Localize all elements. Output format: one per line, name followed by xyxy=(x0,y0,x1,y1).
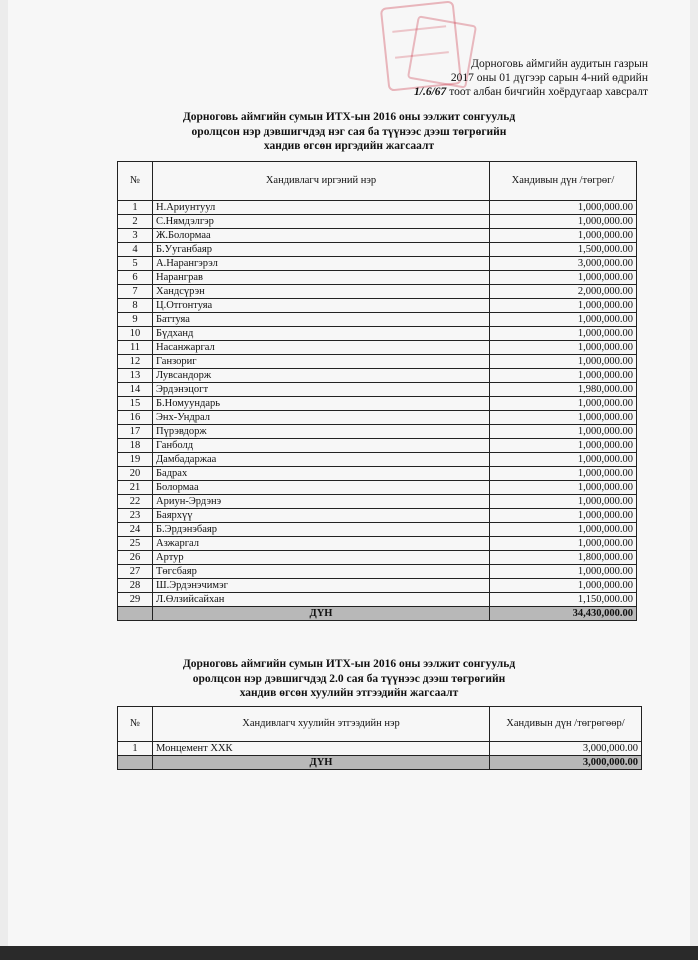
header-line-1: Дорноговь аймгийн аудитын газрын xyxy=(471,58,648,70)
table-row xyxy=(118,257,637,271)
donor-name: Баттуяа xyxy=(153,313,490,327)
donation-amount: 1,000,000.00 xyxy=(490,523,637,537)
row-number: 29 xyxy=(118,593,153,607)
row-number: 10 xyxy=(118,327,153,341)
donation-amount: 1,000,000.00 xyxy=(490,579,637,593)
individual-donors-table xyxy=(117,161,637,621)
row-number: 26 xyxy=(118,551,153,565)
row-number: 15 xyxy=(118,397,153,411)
table-row xyxy=(118,537,637,551)
donor-name: Б.Эрдэнэбаяр xyxy=(153,523,490,537)
section2-title-line-2: оролцсон нэр дэвшигчдэд 2.0 сая ба түүнээс дээш төгрөгийн xyxy=(192,672,506,685)
donor-name: Л.Өлзийсайхан xyxy=(153,593,490,607)
donation-amount: 1,000,000.00 xyxy=(490,201,637,215)
total-label: ДҮН xyxy=(153,756,490,770)
section2-title-line-3: хандив өгсөн хуулийн этгээдийн жагсаалт xyxy=(239,687,459,699)
donation-amount: 1,000,000.00 xyxy=(490,425,637,439)
donation-amount: 1,000,000.00 xyxy=(490,411,637,425)
table-row xyxy=(118,565,637,579)
donor-name: Б.Номуундарь xyxy=(153,397,490,411)
row-number: 20 xyxy=(118,467,153,481)
donation-amount: 1,000,000.00 xyxy=(490,481,637,495)
donation-amount: 1,000,000.00 xyxy=(490,397,637,411)
donor-name: Насанжаргал xyxy=(153,341,490,355)
row-number: 14 xyxy=(118,383,153,397)
donor-name: Азжаргал xyxy=(153,537,490,551)
row-number: 6 xyxy=(118,271,153,285)
donor-name: Ганболд xyxy=(153,439,490,453)
total-spacer xyxy=(118,756,153,770)
row-number: 27 xyxy=(118,565,153,579)
column-header-entity-name: Хандивлагч хуулийн этгээдийн нэр xyxy=(153,707,490,742)
total-amount: 34,430,000.00 xyxy=(490,607,637,621)
donation-amount: 1,000,000.00 xyxy=(490,439,637,453)
donation-amount: 1,150,000.00 xyxy=(490,593,637,607)
donation-amount: 1,000,000.00 xyxy=(490,299,637,313)
row-number: 17 xyxy=(118,425,153,439)
table-row xyxy=(118,439,637,453)
legal-entity-donors-table xyxy=(117,706,642,770)
column-header-number: № xyxy=(118,707,153,742)
section2-title-line-1: Дорноговь аймгийн сумын ИТХ-ын 2016 оны ээлжит сонгуульд xyxy=(182,658,516,670)
row-number: 11 xyxy=(118,341,153,355)
donation-amount: 1,000,000.00 xyxy=(490,495,637,509)
donation-amount: 2,000,000.00 xyxy=(490,285,637,299)
donor-name: Наранграв xyxy=(153,271,490,285)
row-number: 25 xyxy=(118,537,153,551)
total-row xyxy=(118,607,637,621)
total-row xyxy=(118,756,642,770)
header-line-3 xyxy=(414,85,648,99)
total-label: ДҮН xyxy=(153,607,490,621)
donation-amount: 1,000,000.00 xyxy=(490,355,637,369)
table-row xyxy=(118,355,637,369)
donor-name: Бүдханд xyxy=(153,327,490,341)
table-row xyxy=(118,369,637,383)
donation-amount: 1,000,000.00 xyxy=(490,215,637,229)
donation-amount: 1,800,000.00 xyxy=(490,551,637,565)
donation-amount: 1,000,000.00 xyxy=(490,313,637,327)
table-row xyxy=(118,229,637,243)
row-number: 1 xyxy=(118,201,153,215)
donation-amount: 1,000,000.00 xyxy=(490,453,637,467)
donor-name: Энх-Ундрал xyxy=(153,411,490,425)
row-number: 16 xyxy=(118,411,153,425)
total-spacer xyxy=(118,607,153,621)
table-row xyxy=(118,523,637,537)
table-row xyxy=(118,285,637,299)
table-row xyxy=(118,201,637,215)
row-number: 2 xyxy=(118,215,153,229)
donation-amount: 1,000,000.00 xyxy=(490,565,637,579)
table-row xyxy=(118,453,637,467)
row-number: 13 xyxy=(118,369,153,383)
donor-name: Төгсбаяр xyxy=(153,565,490,579)
donor-name: Пүрэвдорж xyxy=(153,425,490,439)
donor-name: Хандсүрэн xyxy=(153,285,490,299)
donor-name: Ц.Отгонтуяа xyxy=(153,299,490,313)
table-row xyxy=(118,397,637,411)
table-row xyxy=(118,313,637,327)
column-header-amount: Хандивын дүн /төгрөг/ xyxy=(490,162,637,201)
table-row xyxy=(118,467,637,481)
donation-amount: 3,000,000.00 xyxy=(490,257,637,271)
donation-amount: 1,000,000.00 xyxy=(490,229,637,243)
table-row xyxy=(118,411,637,425)
table-row xyxy=(118,271,637,285)
row-number: 3 xyxy=(118,229,153,243)
donation-amount: 1,000,000.00 xyxy=(490,537,637,551)
row-number: 9 xyxy=(118,313,153,327)
donor-name: Артур xyxy=(153,551,490,565)
donation-amount: 1,000,000.00 xyxy=(490,341,637,355)
row-number: 12 xyxy=(118,355,153,369)
row-number: 24 xyxy=(118,523,153,537)
section1-title-line-1: Дорноговь аймгийн сумын ИТХ-ын 2016 оны ээлжит сонгуульд xyxy=(182,111,516,123)
donor-name: Ж.Болормаа xyxy=(153,229,490,243)
row-number: 19 xyxy=(118,453,153,467)
donor-name: Б.Ууганбаяр xyxy=(153,243,490,257)
header-line-3-text: тоот албан бичгийн хоёрдугаар хавсралт xyxy=(449,86,648,98)
table-row xyxy=(118,579,637,593)
table-row xyxy=(118,299,637,313)
donation-amount: 1,000,000.00 xyxy=(490,509,637,523)
table-row xyxy=(118,509,637,523)
table-row xyxy=(118,742,642,756)
table-row xyxy=(118,425,637,439)
donor-name: Болормаа xyxy=(153,481,490,495)
donor-name: С.Нямдэлгэр xyxy=(153,215,490,229)
donor-name: Лувсандорж xyxy=(153,369,490,383)
donor-name: Бадрах xyxy=(153,467,490,481)
section1-title-line-3: хандив өгсөн иргэдийн жагсаалт xyxy=(263,140,435,152)
donor-name: Эрдэнэцогт xyxy=(153,383,490,397)
table-row xyxy=(118,495,637,509)
scan-edge xyxy=(0,946,698,960)
donor-name: Монцемент ХХК xyxy=(153,742,490,756)
row-number: 21 xyxy=(118,481,153,495)
reference-number: 1/.6/67 xyxy=(414,86,447,98)
row-number: 1 xyxy=(118,742,153,756)
total-amount: 3,000,000.00 xyxy=(490,756,642,770)
section1-title xyxy=(0,110,698,154)
header-line-2: 2017 оны 01 дүгээр сарын 4-ний өдрийн xyxy=(450,72,648,84)
donation-amount: 1,000,000.00 xyxy=(490,369,637,383)
donor-name: Ганзориг xyxy=(153,355,490,369)
row-number: 5 xyxy=(118,257,153,271)
column-header-donor-name: Хандивлагч иргэний нэр xyxy=(153,162,490,201)
donation-amount: 1,000,000.00 xyxy=(490,327,637,341)
row-number: 7 xyxy=(118,285,153,299)
column-header-number: № xyxy=(118,162,153,201)
column-header-amount: Хандивын дүн /төгрөгөөр/ xyxy=(490,707,642,742)
donor-name: Ш.Эрдэнэчимэг xyxy=(153,579,490,593)
table-row xyxy=(118,341,637,355)
table-row xyxy=(118,243,637,257)
row-number: 18 xyxy=(118,439,153,453)
table-row xyxy=(118,593,637,607)
table-row xyxy=(118,327,637,341)
donation-amount: 1,000,000.00 xyxy=(490,467,637,481)
donor-name: Н.Ариунтуул xyxy=(153,201,490,215)
row-number: 8 xyxy=(118,299,153,313)
donation-amount: 1,500,000.00 xyxy=(490,243,637,257)
row-number: 23 xyxy=(118,509,153,523)
table-row xyxy=(118,481,637,495)
donor-name: Ариун-Эрдэнэ xyxy=(153,495,490,509)
row-number: 28 xyxy=(118,579,153,593)
donor-name: А.Нарангэрэл xyxy=(153,257,490,271)
donation-amount: 3,000,000.00 xyxy=(490,742,642,756)
table-row xyxy=(118,383,637,397)
table-row xyxy=(118,551,637,565)
section2-title xyxy=(0,657,698,701)
appendix-header xyxy=(414,57,648,99)
donor-name: Дамбадаржаа xyxy=(153,453,490,467)
section1-title-line-2: оролцсон нэр дэвшигчдэд нэг сая ба түүнээс дээш төгрөгийн xyxy=(191,125,507,138)
donor-name: Баярхүү xyxy=(153,509,490,523)
donation-amount: 1,000,000.00 xyxy=(490,271,637,285)
row-number: 22 xyxy=(118,495,153,509)
table-row xyxy=(118,215,637,229)
row-number: 4 xyxy=(118,243,153,257)
donation-amount: 1,980,000.00 xyxy=(490,383,637,397)
